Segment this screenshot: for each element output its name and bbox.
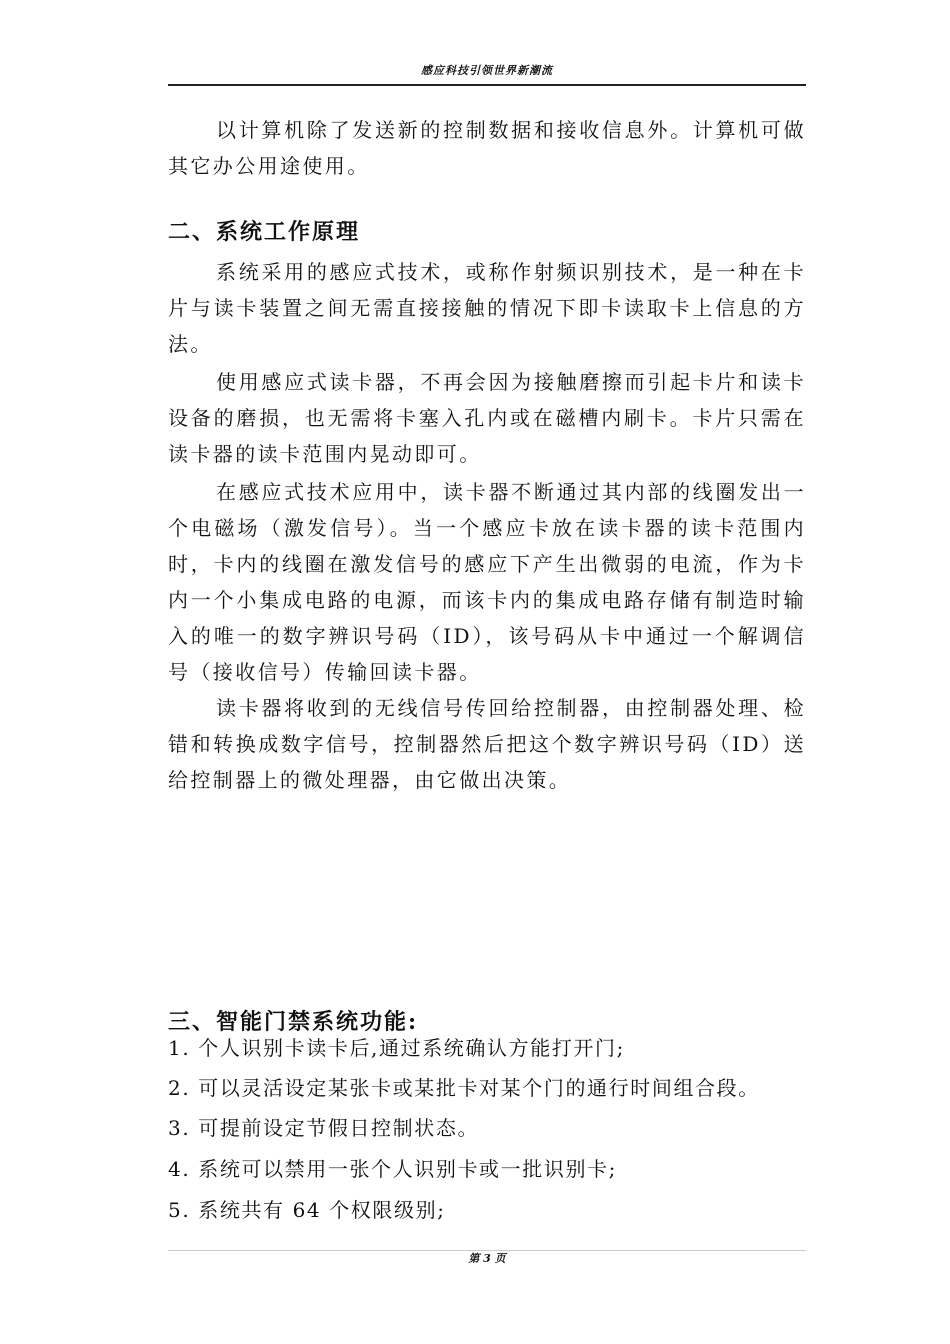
header-divider xyxy=(168,84,806,86)
function-list-item-2: 2. 可以灵活设定某张卡或某批卡对某个门的通行时间组合段。 xyxy=(168,1076,760,1100)
section-2-paragraph-2: 使用感应式读卡器，不再会因为接触磨擦而引起卡片和读卡设备的磨损，也无需将卡塞入孔内或在磁槽内刷卡。卡片只需在读卡器的读卡范围内晃动即可。 xyxy=(168,370,806,466)
function-list-item-3: 3. 可提前设定节假日控制状态。 xyxy=(168,1116,480,1140)
function-list-item-1: 1. 个人识别卡读卡后,通过系统确认方能打开门; xyxy=(168,1036,625,1060)
function-list-item-4: 4. 系统可以禁用一张个人识别卡或一批识别卡; xyxy=(168,1157,617,1181)
page-number: 第 3 页 xyxy=(468,1252,506,1265)
section-2-paragraph-3: 在感应式技术应用中，读卡器不断通过其内部的线圈发出一个电磁场（激发信号）。当一个感应卡放在读卡器的读卡范围内时，卡内的线圈在激发信号的感应下产生出微弱的电流，作为卡内一个小集成电路的电源，而该卡内的集成电路存储有制造时输入的唯一的数字辨识号码（ID），该号码从卡中通过一个解调信号（接收信号）传输回读卡器。 xyxy=(168,480,806,684)
intro-paragraph: 以计算机除了发送新的控制数据和接收信息外。计算机可做其它办公用途使用。 xyxy=(168,118,806,178)
section-2-paragraph-4: 读卡器将收到的无线信号传回给控制器，由控制器处理、检错和转换成数字信号，控制器然后把这个数字辨识号码（ID）送给控制器上的微处理器，由它做出决策。 xyxy=(168,696,806,792)
page-header-title: 感应科技引领世界新潮流 xyxy=(421,64,553,77)
section-3-heading: 三、智能门禁系统功能: xyxy=(168,1009,419,1035)
function-list-item-5: 5. 系统共有 64 个权限级别; xyxy=(168,1198,446,1222)
section-2-paragraph-1: 系统采用的感应式技术，或称作射频识别技术，是一种在卡片与读卡装置之间无需直接接触的情况下即卡读取卡上信息的方法。 xyxy=(168,260,806,356)
section-2-heading: 二、系统工作原理 xyxy=(168,219,361,245)
